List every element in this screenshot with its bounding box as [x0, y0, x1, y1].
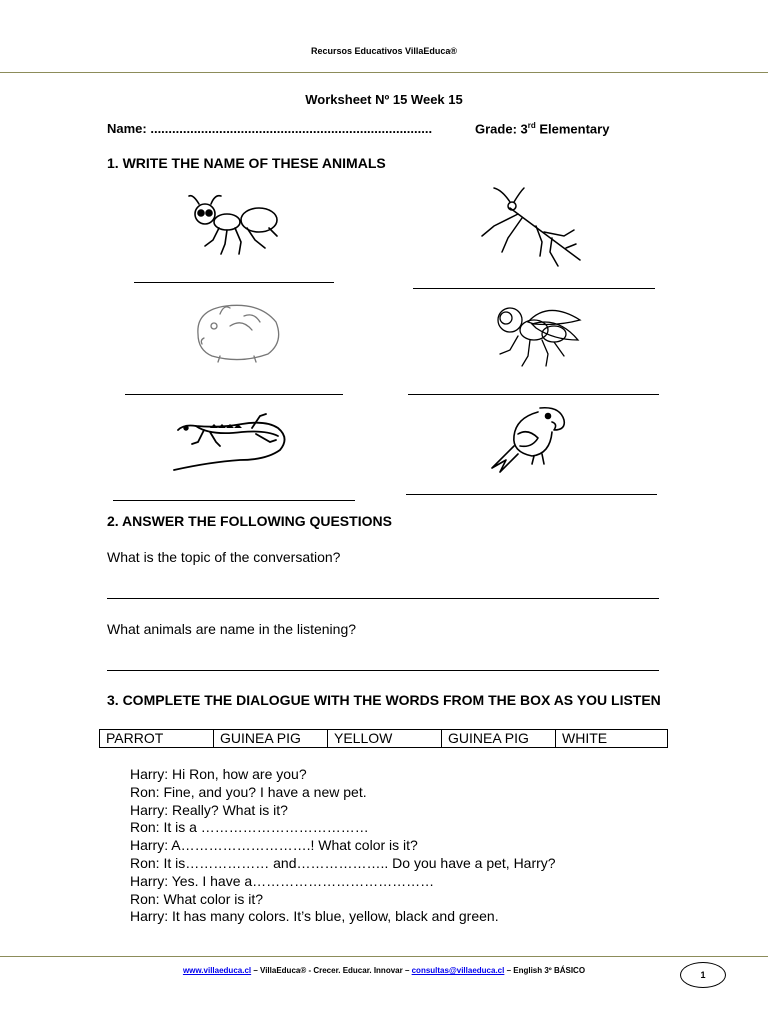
- grade-label: Grade: 3rd Elementary: [475, 121, 610, 137]
- page-number: 1: [680, 962, 726, 988]
- answer-line-stick-insect: [413, 288, 655, 289]
- stick-insect-icon: [480, 186, 590, 268]
- section2-heading: 2. ANSWER THE FOLLOWING QUESTIONS: [107, 513, 392, 529]
- word-box-cell: YELLOW: [328, 730, 442, 748]
- word-box-cell: PARROT: [100, 730, 214, 748]
- section1-heading: 1. WRITE THE NAME OF THESE ANIMALS: [107, 155, 386, 171]
- dialogue-line: Ron: What color is it?: [130, 890, 264, 907]
- word-box-cell: GUINEA PIG: [214, 730, 328, 748]
- lizard-icon: [170, 408, 300, 474]
- word-box: [99, 729, 668, 748]
- word-box-cell: WHITE: [556, 730, 668, 748]
- dialogue-line: Ron: It is a ………………………………: [130, 819, 369, 836]
- question-animals: What animals are name in the listening?: [107, 621, 357, 637]
- fly-icon: [488, 296, 583, 368]
- answer-line-animals: [107, 670, 659, 671]
- dialogue-line: Ron: Fine, and you? I have a new pet.: [130, 783, 367, 800]
- dialogue-line: Harry: Hi Ron, how are you?: [130, 766, 307, 782]
- worksheet-title: Worksheet Nº 15 Week 15: [305, 92, 463, 107]
- answer-line-parrot: [406, 494, 657, 495]
- footer-tagline: – VillaEduca® - Crecer. Educar. Innovar –: [251, 966, 412, 975]
- footer: [0, 966, 768, 975]
- footer-site-link[interactable]: www.villaeduca.cl: [182, 966, 252, 975]
- header-brand: Recursos Educativos VillaEduca®: [310, 46, 458, 56]
- answer-line-fly: [408, 394, 659, 395]
- parrot-icon: [488, 402, 570, 474]
- footer-course: – English 3º BÁSICO: [504, 966, 586, 975]
- answer-line-topic: [107, 598, 659, 599]
- footer-divider: [0, 956, 768, 957]
- answer-line-lizard: [113, 500, 355, 501]
- guinea-pig-icon: [190, 296, 285, 364]
- word-box-cell: GUINEA PIG: [442, 730, 556, 748]
- dialogue-line: Harry: Really? What is it?: [130, 801, 288, 818]
- name-field: Name: ..............................................................................: [107, 121, 433, 136]
- answer-line-ant: [134, 282, 334, 283]
- dialogue-line: Harry: It has many colors. It’s blue, yellow, black and green.: [130, 908, 499, 925]
- question-topic: What is the topic of the conversation?: [107, 549, 341, 565]
- dialogue-line: Harry: Yes. I have a…………………………………: [130, 872, 435, 889]
- dialogue-line: Ron: It is……………… and……………….. Do you have a pet, Harry?: [130, 854, 556, 871]
- answer-line-guinea-pig: [125, 394, 343, 395]
- dialogue-line: Harry: A……………………….! What color is it?: [130, 837, 418, 854]
- section3-heading: 3. COMPLETE THE DIALOGUE WITH THE WORDS FROM THE BOX AS YOU LISTEN: [107, 692, 661, 708]
- dialogue: [130, 766, 556, 926]
- footer-email-link[interactable]: consultas@villaeduca.cl: [411, 966, 505, 975]
- ant-icon: [185, 190, 285, 258]
- header-divider: [0, 72, 768, 73]
